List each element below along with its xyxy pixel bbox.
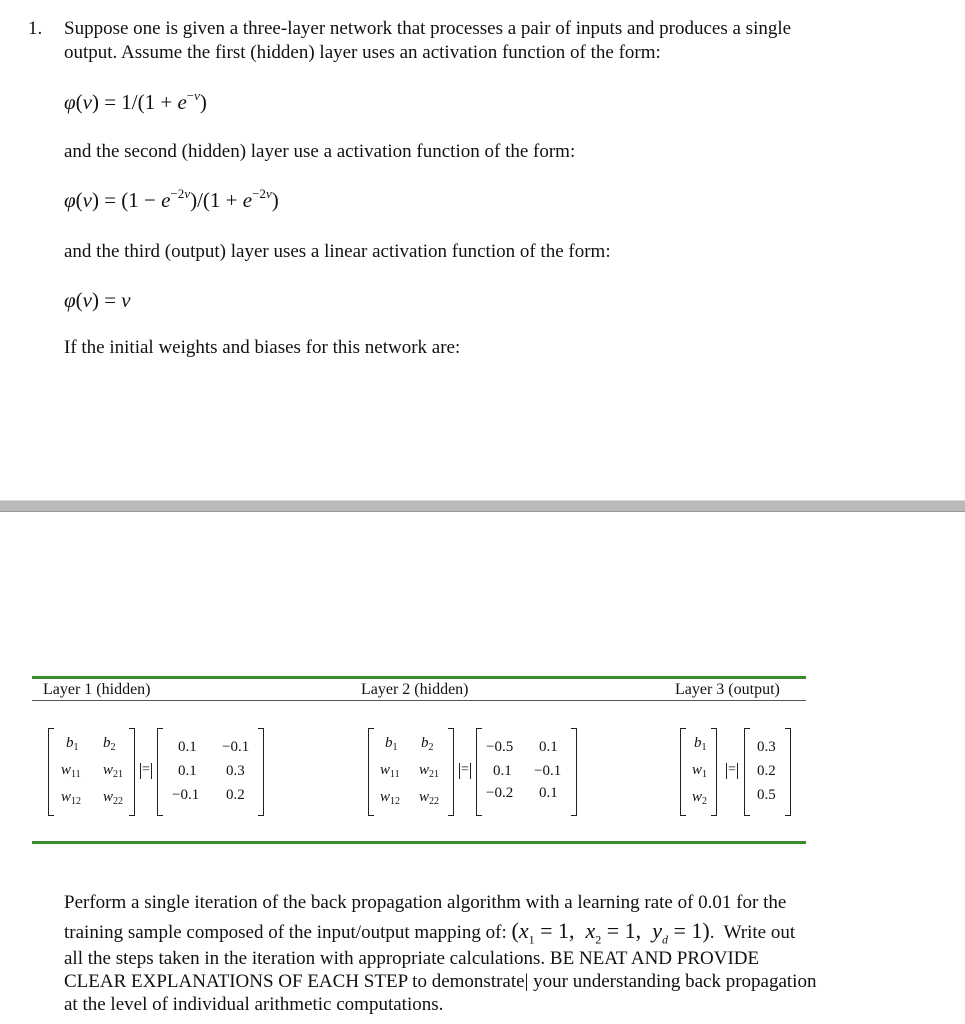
layer3-value: 0.3 <box>757 739 776 755</box>
equation-layer1: $\varphi(v) = 1/(1 + e^{-v})$ <box>64 88 207 114</box>
equation-layer3: φ(v) = v <box>64 288 131 312</box>
text-layer3: and the third (output) layer uses a linear activation function of the form: <box>64 241 611 262</box>
closing-line-5: at the level of individual arithmetic computations. <box>64 994 444 1015</box>
table-top-rule <box>32 676 806 679</box>
layer1-w22: $w_{22}$ <box>103 789 124 807</box>
layer3-symbol-bracket-right <box>711 728 717 816</box>
closing-line-2-end: Write out <box>723 922 796 943</box>
layer1-value-bracket-right <box>258 728 264 816</box>
layer2-w21: $w_{21}$ <box>419 762 440 780</box>
layer3-equals: = <box>726 763 738 779</box>
layer1-value-bracket-left <box>157 728 163 816</box>
equation-layer2: $\varphi(v) = (1 - e^{-2v})/(1 + e^{-2v})$ <box>64 186 279 212</box>
training-sample-equation: ($x_1 = 1$, $x_2 = 1$, $y_d = 1$) <box>511 918 710 947</box>
layer2-value: 0.1 <box>493 763 512 779</box>
layer3-value-bracket-right <box>785 728 791 816</box>
layer1-w11: $w_{11}$ <box>61 762 81 780</box>
layer1-w12: $w_{12}$ <box>61 789 82 807</box>
layer3-b1: $b_1$ <box>694 735 707 753</box>
layer1-b2: $b_2$ <box>103 735 116 753</box>
closing-line-1: Perform a single iteration of the back propagation algorithm with a learning rate of 0.01 for the <box>64 892 787 913</box>
layer3-symbol-bracket-left <box>680 728 686 816</box>
table-bottom-rule <box>32 841 806 844</box>
layer2-symbol-bracket-right <box>448 728 454 816</box>
table-header-rule <box>32 700 806 701</box>
layer1-symbol-bracket-left <box>48 728 54 816</box>
layer2-value-bracket-right <box>571 728 577 816</box>
layer1-value: −0.1 <box>222 739 250 755</box>
layer1-value: 0.1 <box>178 763 197 779</box>
layer2-equals: = <box>459 763 471 779</box>
layer1-value: 0.3 <box>226 763 245 779</box>
intro-line-2: output. Assume the first (hidden) layer uses an activation function of the form: <box>64 42 661 63</box>
layer2-value: 0.1 <box>539 785 558 801</box>
layer1-w21: $w_{21}$ <box>103 762 124 780</box>
closing-line-2-text: training sample composed of the input/output mapping of: <box>64 922 507 943</box>
closing-line-3: all the steps taken in the iteration with appropriate calculations. BE NEAT AND PROVIDE <box>64 948 760 969</box>
layer1-symbol-bracket-right <box>129 728 135 816</box>
problem-number: 1. <box>28 18 43 39</box>
layer1-value: −0.1 <box>172 787 200 803</box>
layer2-value: −0.1 <box>534 763 562 779</box>
layer2-value-bracket-left <box>476 728 482 816</box>
layer2-value: 0.1 <box>539 739 558 755</box>
layer1-value: 0.2 <box>226 787 245 803</box>
layer2-b2: $b_2$ <box>421 735 434 753</box>
text-weights-intro: If the initial weights and biases for this network are: <box>64 337 461 358</box>
layer1-b1: $b_1$ <box>66 735 79 753</box>
layer1-value: 0.1 <box>178 739 197 755</box>
layer2-w22: $w_{22}$ <box>419 789 440 807</box>
closing-line-2: training sample composed of the input/output mapping of: ($x_1 = 1$, $x_2 = 1$, $y_d = 1$). Write out <box>64 918 796 947</box>
layer3-label: Layer 3 (output) <box>675 681 780 698</box>
text-layer2: and the second (hidden) layer use a activation function of the form: <box>64 141 576 162</box>
layer2-value: −0.2 <box>486 785 514 801</box>
layer2-b1: $b_1$ <box>385 735 398 753</box>
layer2-value: −0.5 <box>486 739 514 755</box>
layer2-label: Layer 2 (hidden) <box>361 681 469 698</box>
closing-line-4: CLEAR EXPLANATIONS OF EACH STEP to demonstrate| your understanding back propagation <box>64 971 817 992</box>
layer3-value: 0.5 <box>757 787 776 803</box>
layer2-w11: $w_{11}$ <box>380 762 400 780</box>
layer3-value: 0.2 <box>757 763 776 779</box>
intro-line-1: Suppose one is given a three-layer network that processes a pair of inputs and produces a single <box>64 18 792 39</box>
page-divider <box>0 500 965 512</box>
layer1-label: Layer 1 (hidden) <box>43 681 151 698</box>
layer2-symbol-bracket-left <box>368 728 374 816</box>
layer3-w2: $w_2$ <box>692 789 708 807</box>
layer3-w1: $w_1$ <box>692 762 708 780</box>
layer1-equals: = <box>140 763 152 779</box>
layer3-value-bracket-left <box>744 728 750 816</box>
layer2-w12: $w_{12}$ <box>380 789 401 807</box>
